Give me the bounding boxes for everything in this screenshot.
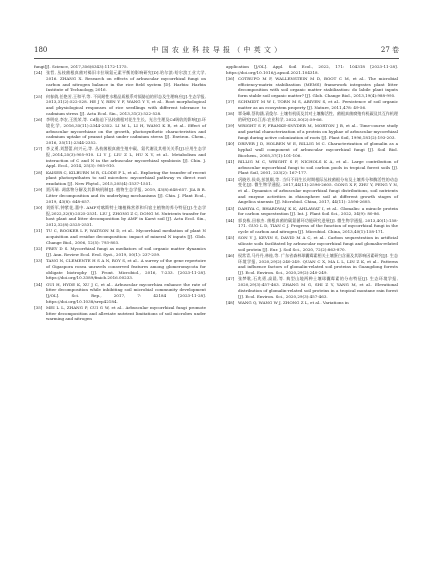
reference-text: FREY D S. Mycorrhizal fungi as mediators of soil organic matter dynamics [J]. Ann. Review Ecol. Evol. Syst., 2019, 50(1): 237-259. xyxy=(46,246,206,257)
reference-number: [40] xyxy=(226,141,235,147)
reference-text: DRIVER J D, HOLBEN W E, RILLIG M C. Characterization of glomalin as a hyphal wall component of arbuscular mycorrhizal fungi [J]. Soil Biol. Biochem., 2005,37(1):101-106. xyxy=(238,141,398,158)
reference-number: [42] xyxy=(226,176,235,182)
reference-text: RILLIG M C, WRIGHT S F, NICHOLS K A, et al.. Large contribution of arbuscular mycorrhizal fungi to soil carbon pools in tropical forest soils [J]. Plant Soil, 2001, 233(2): 167-177. xyxy=(238,158,398,176)
reference-item xyxy=(226,235,398,252)
reference-list-right xyxy=(226,76,398,306)
reference-number: [44] xyxy=(226,217,235,223)
volume-label: 27 卷 xyxy=(380,46,399,54)
reference-item xyxy=(34,205,206,228)
reference-item xyxy=(226,276,398,299)
reference-item xyxy=(226,141,398,158)
reference-item xyxy=(34,170,206,187)
reference-number: [25] xyxy=(34,93,43,99)
reference-item xyxy=(226,159,398,176)
reference-item xyxy=(226,111,398,122)
page-header xyxy=(34,44,399,56)
reference-text: WANG Q, WANG W J, ZHONG Z L, et al.. Variations in xyxy=(238,299,349,305)
reference-text: WRIGHT S F, FRANKE-SNYDER M, MORTON J B, et al.. Time-course study and partial characterization of a protein on hyphae of arbuscular mycorrhizal fungi during active colonization of roots [J]. Plant Soil, 1996,181(2):193-203. xyxy=(238,123,398,140)
reference-item xyxy=(226,177,398,206)
reference-number: [47] xyxy=(226,276,235,282)
reference-text: COTRUFO M F, WALLENSTEIN M D, BOOT C M, et al.. The microbial efficiency-matrix stabilization (MEMS) framework integrates plant litter decomposition with soil organic matter stabilization: do labile plant inputs form stable soil organic matter? [J]. Glob. Change Biol., 2013,19(4):988-995. xyxy=(238,76,398,99)
reference-text: 张哲, 丛枝菌根真菌对褐旧丰拉瑞氮元素平衡的影响研究[D].哈尔滨:哈尔滨工业大学, 2016. ZHANG X. Research on effects of arbuscular mycorrhizal fungi on carbon and nitrogen balance in the rice field system [D]. Harbin: Harbin Institute of Technology, 2016. xyxy=(46,70,206,93)
reference-item xyxy=(226,300,398,306)
header-rule xyxy=(34,58,399,59)
reference-number: [28] xyxy=(34,169,43,175)
reference-text: 刘娇军,钟紫花,董中. AMF对喀斯特土壤植株营养和归宿主植物的养分特征[J].生态学报,2022,32(8):2525-2531. LIU J, ZHONG Z C, DONG M. Nutrients transfer for host plant and litter decomposition by AMF in Karst soil [J]. Acta Ecol. Sin., 2012,32(8):2525-2531. xyxy=(46,205,206,228)
reference-number: [38] xyxy=(226,111,235,117)
reference-number: [24] xyxy=(34,70,43,76)
reference-item xyxy=(34,228,206,245)
reference-item xyxy=(226,99,398,110)
reference-number: [30] xyxy=(34,205,43,211)
reference-text: TANG N, CLEMENTE H S A N, ROY S, et al.. A survey of the gene repertoire of Gigaspora rosea unravels conserved features among glomeromycota for obligate biotrophy [J]. Front. Microbiol., 2016, 7:233. [2023-11-28]. https://doi.org/10.3389/fmicb.2016.00233. xyxy=(46,258,206,281)
reference-number: [27] xyxy=(34,146,43,152)
reference-text: 张梦歌,石兆勇,高晨,等. 典型山地两种土壤球囊霉素的分布特征[J]. 生态环境学报, 2020,29(3):457-463. ZHANG M G, SHI Z Y, YANG M, et al.. Elevational distribution of glomalin-related soil proteins in a tropical montane rain forest [J]. Ecol. Environ. Sci., 2020,29(3):457-463. xyxy=(238,276,398,299)
right-column xyxy=(226,64,398,306)
reference-number: [35] xyxy=(34,304,43,310)
reference-number: [33] xyxy=(34,258,43,264)
reference-number: [26] xyxy=(34,117,43,123)
reference-item xyxy=(34,94,206,117)
reference-number: [48] xyxy=(226,299,235,305)
reference-item xyxy=(34,70,206,93)
page-number: 180 xyxy=(34,46,48,54)
reference-text: 巩晓芳,侯英,彭凯顺,等. 当归不同生长时期根际丛枝菌根分布及土壤养分和酶活性的动态变化[J]. 微生物学通报, 2017,44(11):2596-2605. GONG X F, ZHU Y, PENG Y N, et al.. Dynamics of arbuscular mycorrhizal fungi distributions, soil nutrients and enzyme activities in rhizosphere soil at different growth stages of Angelica sinensis [J]. Microbiol. China, 2017, 44(11): 2596-2605. xyxy=(238,176,398,205)
reference-text: 李明亮,李农,王凯荣,等. Cd胁迫下丛枝菌根对花生生长、光合生理及Cd吸收的影响[J].环境化学, 2016,35(11):2344-2352. LI M L, LI H, WANG K R, et al.. Effect of arbuscular mycorrhizae on the growth, photosynthetic characteristics and cadmium uptake of peanut plant under cadmium stress [J]. Environ. Chem., 2016, 35(11):2344-2352. xyxy=(46,117,206,145)
reference-number: [32] xyxy=(34,246,43,252)
reference-item xyxy=(226,123,398,140)
reference-number: [36] xyxy=(226,76,235,81)
reference-continuation: fungi[J]. Science, 2017,356(6343):1172-1175. xyxy=(34,64,128,69)
reference-item xyxy=(226,76,398,99)
reference-item xyxy=(34,305,206,322)
reference-number: [31] xyxy=(34,228,43,234)
reference-number: [29] xyxy=(34,187,43,193)
reference-number: [46] xyxy=(226,253,235,259)
reference-number: [41] xyxy=(226,158,235,164)
reference-text: SON Y J, KEVIN S, DAVID M A C, et al.. Carbon sequestration in artificial silicate soils facilitated by arbuscular mycorrhizal fungi and glomalin-related soil protein [J]. Eur. J. Soil Sci., 2020, 72(2):863-870. xyxy=(238,235,398,252)
reference-item xyxy=(34,117,206,146)
reference-text: 权常青,马丹丹,林桂,等. 广东省森林球囊霉素相关土壤蛋白含量及其影响因素研究[J]. 生态环境学报, 2020,29(2):240-249. QUAN C X, MA L L, LIN Z K, et al.. Patterns and influence factors of glomalin-related soil proteins in Guangdong forests [J]. Ecol. Environ. Sci., 2020,29(2):240-249. xyxy=(238,253,398,276)
reference-list-left xyxy=(34,70,206,322)
left-column xyxy=(34,64,206,323)
reference-number: [45] xyxy=(226,235,235,241)
reference-number: [37] xyxy=(226,99,235,105)
reference-text: MEI L L, ZHANG P, CUI G W, et al.. Arbuscular mycorrhizal fungi promote litter decomposition and alleviate nutrient limitations of soil microbes under warming and nitrogen xyxy=(46,304,206,322)
reference-text: 郭良栋,田春杰. 菌根真菌的碳氮循环功能研究进展[J]. 微生物学通报, 2013,40(1):158-171. GUO L D, TIAN C J. Progress of the function of mycorrhizal fungi in the cycle of carbon and nitrogen [J]. Microbiol. China, 2013,40(1):158-171. xyxy=(238,217,398,235)
reference-text: 贾丙瑞. 凋落物分解及其影响机制[J]. 植物生态学报, 2019, 43(8):648-657. JIA B R. Litter decomposition and its underlying mechanisms [J]. Chin. J. Plant Ecol., 2019, 43(8): 648-657. xyxy=(46,187,206,204)
reference-text: DAHIYA C, BHARDWAJ K K, AHLAWAT I, et al.. Glomalin: a miracle protein for carbon sequestration [J]. Int. J. Plant Soil Sci., 2022, 34(9): 80-86. xyxy=(238,205,398,217)
reference-text: GUI H, HYDE K, XU J C, et al.. Arbuscular mycorrhiza enhance the rate of litter decomposition while inhibiting soil microbial community development [J/OL]. Sci. Rep., 2017, 7: 42184 [2023-11-28]. https://doi.org/10.1038/srep42184. xyxy=(46,281,206,304)
reference-item xyxy=(34,246,206,257)
reference-item xyxy=(34,258,206,281)
journal-title: 中 国 农 业 科 技 导 报 （ 中 英 文 ） xyxy=(151,46,282,54)
reference-item xyxy=(226,218,398,235)
reference-item xyxy=(34,187,206,204)
reference-text: TU C, BOOKER L F, WATSON M D, et al.. Mycorrhizal mediation of plant N acquisition and residue decomposition: impact of mineral N inputs [J]. Glob. Change Biol., 2006, 12(5): 793-803. xyxy=(46,228,206,245)
reference-number: [43] xyxy=(226,205,235,211)
reference-text: 李义勇,刘慧蕾,何兴元,等. 丛枝菌根真菌生殖中碳、氮代谢及其相关关系[J].应用生态学报,2014,25(3):905-910. LI Y J, LIU Z L, HU X Y, et al.. Metabolism and interaction of C and N in the arbuscular mycorrhizal symbiosis [J]. Chin. J. Appl. Ecol., 2014, 25(3): 905-910. xyxy=(46,146,206,169)
reference-number: [39] xyxy=(226,123,235,129)
reference-text: 覃朵峰,蔡钩涵,袁俊尔. 土壤有机质及其对土壤酶活性、菌根真菌腐殖有机碳及其互作机理的研究[D].江苏:农业科学, 2022,50(2):59-66. xyxy=(238,111,398,123)
reference-text: KAISER C, KILBURN M R, CLODE P L, et al.. Exploring the transfer of recent plant photosynthates to soil microbes: mycorrhizal pathway vs direct root exudation [J]. New Phytol., 2015,205(4):1537-1551. xyxy=(46,169,206,187)
reference-item xyxy=(34,146,206,169)
reference-continuation: application [J/OL]. Appl. Soil Ecol., 2022, 171: 104318 [2023-11-28]. https://doi.org/10.1016/j.apsoil.2021.104318. xyxy=(226,64,398,75)
reference-number: [34] xyxy=(34,281,43,287)
reference-item xyxy=(226,206,398,217)
reference-item xyxy=(226,253,398,276)
reference-text: 何春倩,任艳芳,王和平,等. 不同耐性水稻品质根系对镉胁迫的形态及生理响应[J].生态学报, 2013,31(2):522-528. HE J Y, REN Y F, WANG Y Y, et al.. Root morphological and physiological responses of rice seedlings with different tolerance to cadmium stress [J]. Acta Ecol. Sin., 2013,31(2):522-528. xyxy=(46,93,206,116)
reference-item xyxy=(34,282,206,305)
reference-text: SCHMIDT M W I, TORN M S, ABIVEN S, et al.. Persistence of soil organic matter as an ecosystem property [J]. Nature, 2011,478: 49-56. xyxy=(238,99,398,111)
